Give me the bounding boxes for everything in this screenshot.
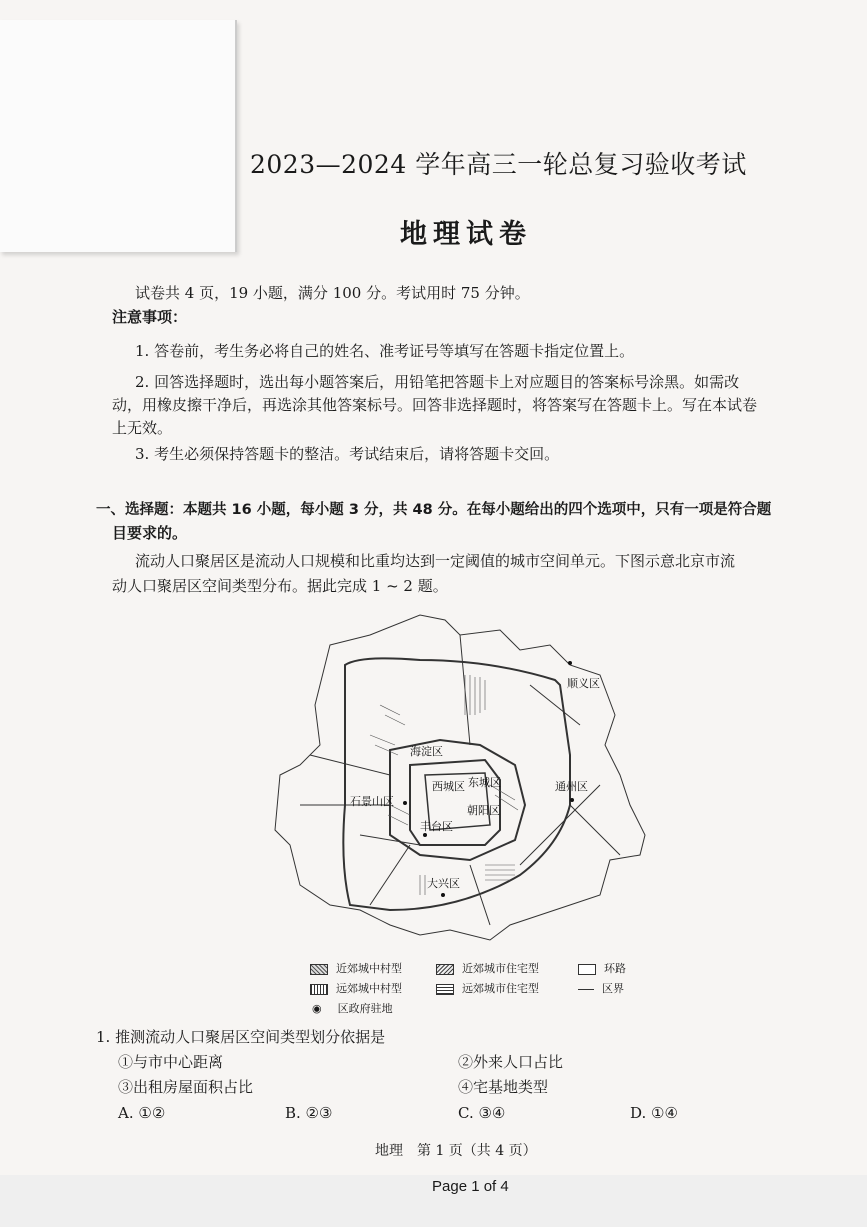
ring-road-swatch xyxy=(578,964,596,975)
label-shijingshan: 石景山区 xyxy=(350,795,394,808)
label-tongzhou: 通州区 xyxy=(555,780,588,793)
intro-text: 试卷共 4 页，19 小题，满分 100 分。考试用时 75 分钟。 xyxy=(135,284,530,302)
hatch-swatch xyxy=(436,964,454,975)
notice-item: 3. 考生必须保持答题卡的整洁。考试结束后，请将答题卡交回。 xyxy=(135,445,560,463)
label-shunyi: 顺义区 xyxy=(567,677,600,690)
section-heading: 一、选择题：本题共 16 小题，每小题 3 分，共 48 分。在每小题给出的四个选项中，只有一项是符合题 xyxy=(96,502,772,518)
question-stem-cont: 动人口聚居区空间类型分布。据此完成 1 ~ 2 题。 xyxy=(112,577,448,595)
notice-item: 2. 回答选择题时，选出每小题答案后，用铅笔把答题卡上对应题目的答案标号涂黑。如需改 xyxy=(135,373,740,391)
notice-item: 上无效。 xyxy=(112,419,173,437)
folded-page-overlay xyxy=(0,20,237,252)
notice-item: 1. 答卷前，考生务必将自己的姓名、准考证号等填写在答题卡指定位置上。 xyxy=(135,342,635,360)
exam-subtitle: 地理试卷 xyxy=(400,219,532,250)
question-1-stem: 1. 推测流动人口聚居区空间类型划分依据是 xyxy=(96,1028,386,1046)
label-haidian: 海淀区 xyxy=(410,745,443,758)
option-d[interactable]: D. ①④ xyxy=(630,1104,678,1122)
beijing-map xyxy=(270,605,650,945)
hstripe-swatch xyxy=(436,984,454,995)
district-gov-marker xyxy=(403,801,407,805)
statement-2: ②外来人口占比 xyxy=(458,1053,564,1071)
question-stem: 流动人口聚居区是流动人口规模和比重均达到一定阈值的城市空间单元。下图示意北京市流 xyxy=(135,552,736,570)
exam-title: 2023—2024 学年高三一轮总复习验收考试 xyxy=(250,150,747,179)
legend-item: 近郊城中村型 xyxy=(310,960,402,976)
legend-item: 环路 xyxy=(578,960,626,976)
statement-3: ③出租房屋面积占比 xyxy=(118,1078,254,1096)
vstripe-swatch xyxy=(310,984,328,995)
gov-seat-icon: ◉ xyxy=(312,1002,322,1015)
city-boundary xyxy=(275,615,645,940)
notice-heading: 注意事项： xyxy=(112,308,188,326)
legend-item: 近郊城市住宅型 xyxy=(436,960,539,976)
legend-item: 远郊城市住宅型 xyxy=(436,980,539,996)
notice-item: 动，用橡皮擦干净后，再选涂其他答案标号。回答非选择题时，将答案写在答题卡上。写在本试卷 xyxy=(112,396,758,414)
option-b[interactable]: B. ②③ xyxy=(285,1104,333,1122)
page-footer: 地理 第 1 页（共 4 页） xyxy=(375,1143,537,1159)
label-daxing: 大兴区 xyxy=(427,877,460,890)
legend-item: ◉ 区政府驻地 xyxy=(312,1002,393,1015)
legend-item: 远郊城中村型 xyxy=(310,980,402,996)
statement-1: ①与市中心距离 xyxy=(118,1053,224,1071)
label-chaoyang: 朝阳区 xyxy=(467,804,500,817)
label-xicheng: 西城区 xyxy=(432,780,465,793)
district-gov-marker xyxy=(441,893,445,897)
horizontal-stripe-area xyxy=(485,865,515,880)
district-gov-marker xyxy=(423,833,427,837)
district-gov-marker xyxy=(570,798,574,802)
statement-4: ④宅基地类型 xyxy=(458,1078,549,1096)
label-dongcheng: 东城区 xyxy=(468,776,501,789)
section-heading-cont: 目要求的。 xyxy=(112,524,188,542)
district-gov-marker xyxy=(568,661,572,665)
option-c[interactable]: C. ③④ xyxy=(458,1104,506,1122)
legend-item: 区界 xyxy=(578,980,624,996)
page-indicator: Page 1 of 4 xyxy=(432,1178,509,1195)
label-fengtai: 丰台区 xyxy=(420,820,453,833)
hatch-swatch xyxy=(310,964,328,975)
option-a[interactable]: A. ①② xyxy=(118,1104,166,1122)
boundary-swatch xyxy=(578,989,594,990)
